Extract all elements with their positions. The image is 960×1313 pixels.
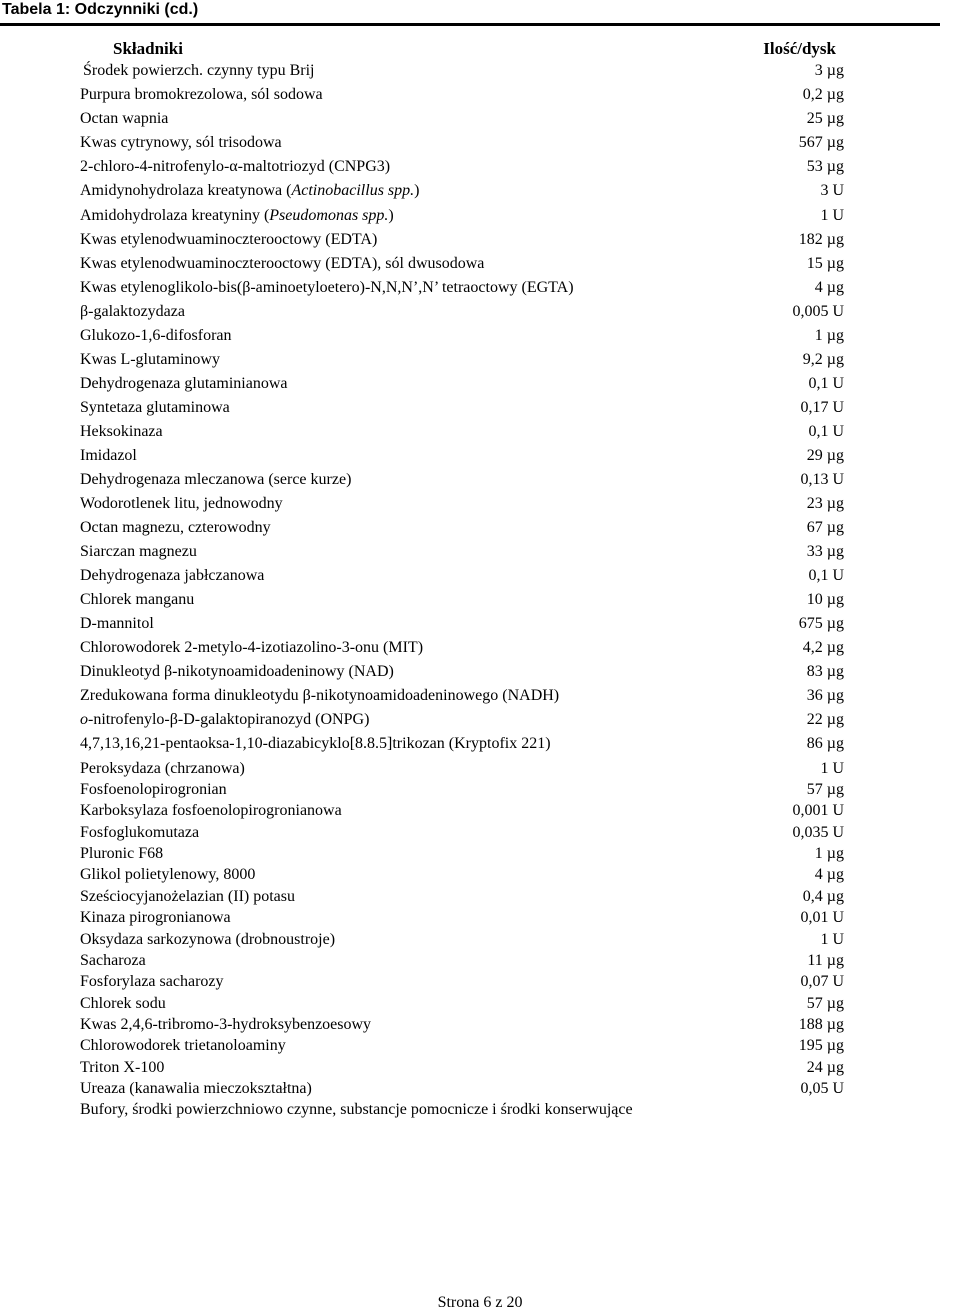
- ingredient-amount: 567 µg: [798, 134, 844, 151]
- table-row: [0, 373, 960, 395]
- ingredient-name: Zredukowana forma dinukleotydu β-nikotynoamidoadeninowego (NADH): [80, 687, 560, 704]
- ingredient-name: Chlorek manganu: [80, 591, 195, 608]
- ingredient-name: Środek powierzch. czynny typu Brij: [83, 62, 315, 79]
- ingredient-name-text: Amidynohydrolaza kreatynowa: [80, 182, 283, 199]
- ingredient-amount: 0,001 U: [792, 802, 844, 819]
- ingredient-amount: 0,17 U: [800, 399, 844, 416]
- ingredient-name: Wodorotlenek litu, jednowodny: [80, 495, 283, 512]
- table-row: [0, 1035, 960, 1057]
- table-row: [0, 779, 960, 801]
- table-row: [0, 864, 960, 886]
- table-row: [0, 229, 960, 251]
- table-row: [0, 800, 960, 822]
- ingredient-amount: 11 µg: [807, 952, 844, 969]
- ingredient-name: Octan magnezu, czterowodny: [80, 519, 271, 536]
- ingredient-name: Amidynohydrolaza kreatynowa (Actinobacillus spp.): [80, 182, 420, 199]
- ingredient-name: Kwas 2,4,6-tribromo-3-hydroksybenzoesowy: [80, 1016, 372, 1033]
- ingredient-amount: 0,1 U: [808, 567, 844, 584]
- ingredient-name: [80, 709, 369, 731]
- ingredient-name: Glikol polietylenowy, 8000: [80, 866, 256, 883]
- ingredient-name: Ureaza (kanawalia mieczokształtna): [80, 1080, 312, 1097]
- ingredient-amount: 86 µg: [806, 735, 844, 752]
- ingredient-name-text: -nitrofenylo-β-D-galaktopiranozyd (ONPG): [88, 711, 370, 728]
- table-row: [0, 1057, 960, 1079]
- ingredient-amount: 4 µg: [814, 279, 844, 296]
- ingredient-name: Peroksydaza (chrzanowa): [80, 760, 245, 777]
- ingredient-name: Chlorowodorek trietanoloaminy: [80, 1037, 286, 1054]
- ingredient-name: 2-chloro-4-nitrofenylo-α-maltotriozyd (CNPG3): [80, 158, 391, 175]
- ingredient-amount: 1 U: [820, 760, 844, 777]
- table-row: [0, 397, 960, 419]
- ingredient-name: Kinaza pirogronianowa: [80, 909, 231, 926]
- ingredient-name: Fosfoglukomutaza: [80, 824, 200, 841]
- ingredient-amount: 0,2 µg: [802, 86, 844, 103]
- ingredient-name: Dehydrogenaza mleczanowa (serce kurze): [80, 471, 352, 488]
- ingredient-name: Bufory, środki powierzchniowo czynne, substancje pomocnicze i środki konserwujące: [80, 1101, 633, 1118]
- ingredient-name: Glukozo-1,6-difosforan: [80, 327, 232, 344]
- ingredient-name: Siarczan magnezu: [80, 543, 197, 560]
- ingredient-amount: 83 µg: [806, 663, 844, 680]
- table-row: [0, 709, 960, 731]
- table-row: [0, 613, 960, 635]
- ingredient-amount: 0,4 µg: [802, 888, 844, 905]
- ingredient-amount: 57 µg: [806, 995, 844, 1012]
- ingredient-name: Sześciocyjanożelazian (II) potasu: [80, 888, 296, 905]
- ingredient-amount: 0,07 U: [800, 973, 844, 990]
- table-row: [0, 132, 960, 154]
- table-row: [0, 971, 960, 993]
- ingredient-amount: 0,1 U: [808, 375, 844, 392]
- ingredient-amount: 67 µg: [806, 519, 844, 536]
- table-row: [0, 1014, 960, 1036]
- ingredient-name: β-galaktozydaza: [80, 303, 185, 320]
- table-row: [0, 205, 960, 227]
- table-row: [0, 637, 960, 659]
- table-row: [0, 843, 960, 865]
- table-row: [0, 589, 960, 611]
- ingredient-amount: 182 µg: [798, 231, 844, 248]
- table-row: [0, 60, 960, 82]
- table-caption: Tabela 1: Odczynniki (cd.): [2, 1, 199, 18]
- ingredient-amount: 24 µg: [806, 1059, 844, 1076]
- ingredient-amount: 0,05 U: [800, 1080, 844, 1097]
- ingredient-amount: 53 µg: [806, 158, 844, 175]
- table-row: [0, 929, 960, 951]
- ingredient-amount: 3 U: [820, 182, 844, 199]
- table-row: [0, 685, 960, 707]
- ingredient-name: Karboksylaza fosfoenolopirogronianowa: [80, 802, 342, 819]
- ingredient-name: Fosforylaza sacharozy: [80, 973, 224, 990]
- table-row: [0, 277, 960, 299]
- ingredient-amount: 188 µg: [798, 1016, 844, 1033]
- ingredient-name-italic-prefix: o: [80, 711, 88, 728]
- ingredient-amount: 4 µg: [814, 866, 844, 883]
- ingredient-name-text: Amidohydrolaza kreatyniny: [80, 207, 260, 224]
- ingredient-name: Pluronic F68: [80, 845, 164, 862]
- ingredient-name: Dehydrogenaza jabłczanowa: [80, 567, 265, 584]
- ingredient-amount: 0,005 U: [792, 303, 844, 320]
- table-row: [0, 950, 960, 972]
- ingredient-amount: 33 µg: [806, 543, 844, 560]
- ingredient-amount: 195 µg: [798, 1037, 844, 1054]
- table-row: [0, 445, 960, 467]
- table-row: [0, 84, 960, 106]
- ingredient-name: Dehydrogenaza glutaminianowa: [80, 375, 288, 392]
- ingredient-amount: 29 µg: [806, 447, 844, 464]
- ingredient-amount: 10 µg: [806, 591, 844, 608]
- table-row: [0, 541, 960, 563]
- ingredient-name: Triton X-100: [80, 1059, 165, 1076]
- ingredient-amount: 3 µg: [814, 62, 844, 79]
- table-row: [0, 301, 960, 323]
- table-row: [0, 661, 960, 683]
- ingredient-name: Octan wapnia: [80, 110, 169, 127]
- table-row: [0, 349, 960, 371]
- table-row: [0, 758, 960, 780]
- ingredient-amount: 22 µg: [806, 711, 844, 728]
- ingredient-name: 4,7,13,16,21-pentaoksa-1,10-diazabicyklo[8.8.5]trikozan (Kryptofix 221): [80, 735, 551, 752]
- page-number: Strona 6 z 20: [437, 1294, 523, 1311]
- ingredient-amount: 0,035 U: [792, 824, 844, 841]
- table-row: [0, 156, 960, 178]
- ingredient-name-italic: Pseudomonas spp.: [269, 207, 389, 224]
- ingredient-name: Kwas cytrynowy, sól trisodowa: [80, 134, 282, 151]
- ingredient-amount: 0,13 U: [800, 471, 844, 488]
- ingredient-name: Dinukleotyd β-nikotynoamidoadeninowy (NAD): [80, 663, 394, 680]
- column-header-amount: Ilość/dysk: [763, 39, 836, 58]
- ingredient-name: Imidazol: [80, 447, 137, 464]
- ingredient-amount: 675 µg: [798, 615, 844, 632]
- ingredient-name: Chlorowodorek 2-metylo-4-izotiazolino-3-onu (MIT): [80, 639, 424, 656]
- ingredient-amount: 4,2 µg: [802, 639, 844, 656]
- page-footer: [0, 1293, 960, 1313]
- ingredient-name-italic: Actinobacillus spp.: [291, 182, 415, 199]
- table-row: [0, 180, 960, 202]
- table-row: [0, 493, 960, 515]
- table-row: [0, 733, 960, 755]
- ingredient-amount: 15 µg: [806, 255, 844, 272]
- table-row: [0, 993, 960, 1015]
- ingredient-name: Chlorek sodu: [80, 995, 166, 1012]
- table-row: [0, 517, 960, 539]
- ingredient-amount: 36 µg: [806, 687, 844, 704]
- ingredient-name: Oksydaza sarkozynowa (drobnoustroje): [80, 931, 336, 948]
- table-row: [0, 1078, 960, 1100]
- ingredient-amount: 1 µg: [814, 327, 844, 344]
- table-row: [0, 421, 960, 443]
- ingredient-name: Kwas etylenodwuaminoczterooctowy (EDTA): [80, 231, 378, 248]
- table-row: [0, 1099, 960, 1143]
- ingredient-name: Syntetaza glutaminowa: [80, 399, 230, 416]
- ingredient-name: Purpura bromokrezolowa, sól sodowa: [80, 86, 323, 103]
- ingredient-amount: 57 µg: [806, 781, 844, 798]
- ingredient-name: Kwas etylenoglikolo-bis(β-aminoetyloetero)-N,N,N’,N’ tetraoctowy (EGTA): [80, 279, 574, 296]
- ingredient-amount: 9,2 µg: [802, 351, 844, 368]
- ingredient-name: Fosfoenolopirogronian: [80, 781, 227, 798]
- table-row: [0, 822, 960, 844]
- table-row: [0, 565, 960, 587]
- ingredient-name: Heksokinaza: [80, 423, 163, 440]
- ingredient-name: Kwas L-glutaminowy: [80, 351, 220, 368]
- ingredient-amount: 0,01 U: [800, 909, 844, 926]
- ingredient-name: Amidohydrolaza kreatyniny (Pseudomonas spp.): [80, 207, 394, 224]
- ingredient-name: Kwas etylenodwuaminoczterooctowy (EDTA), sól dwusodowa: [80, 255, 485, 272]
- ingredient-amount: 1 µg: [814, 845, 844, 862]
- table-row: [0, 886, 960, 908]
- ingredient-name: D-mannitol: [80, 615, 154, 632]
- ingredient-amount: 1 U: [820, 207, 844, 224]
- table-row: [0, 253, 960, 275]
- ingredient-amount: 23 µg: [806, 495, 844, 512]
- ingredient-amount: 1 U: [820, 931, 844, 948]
- table-row: [0, 325, 960, 347]
- ingredient-amount: 0,1 U: [808, 423, 844, 440]
- table-row: [0, 469, 960, 491]
- ingredient-name: Sacharoza: [80, 952, 146, 969]
- ingredient-amount: 25 µg: [806, 110, 844, 127]
- table-row: [0, 108, 960, 130]
- column-header-ingredients: Składniki: [113, 39, 183, 58]
- table-row: [0, 907, 960, 929]
